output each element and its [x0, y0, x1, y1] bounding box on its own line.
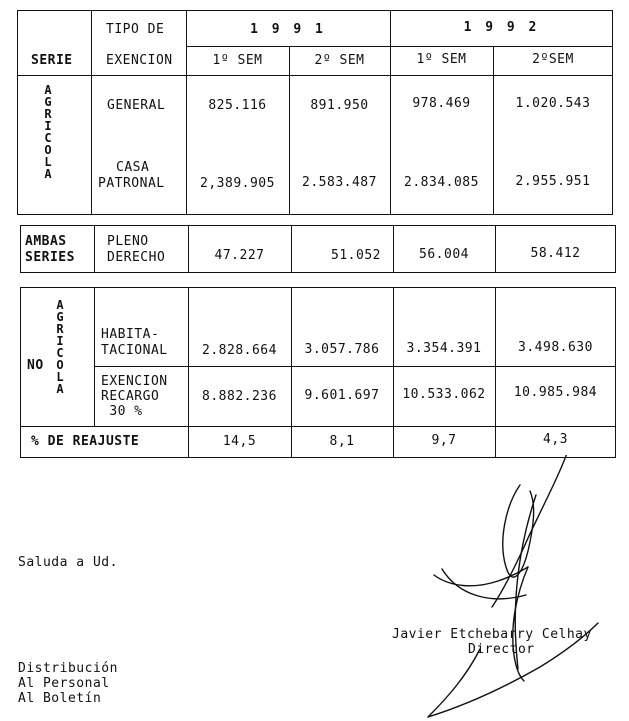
ambas-type-line1: PLENO — [107, 234, 149, 249]
signatory-title: Director — [468, 642, 535, 657]
reajuste-1991-sem1: 14,5 — [222, 434, 257, 449]
ambas-1992-sem2: 58.412 — [530, 246, 581, 261]
casa-patronal-1992-sem2: 2.955.951 — [515, 174, 591, 189]
general-1992-sem2: 1.020.543 — [515, 96, 591, 111]
general-1991-sem2: 891.950 — [310, 98, 369, 113]
ambas-1992-sem1: 56.004 — [419, 247, 469, 262]
no-agricola-label-no: NO — [27, 358, 44, 373]
header-1992-sem1: 1º SEM — [416, 52, 467, 67]
casa-patronal-1991-sem2: 2.583.487 — [302, 175, 377, 190]
header-1991-sem2: 2º SEM — [314, 53, 365, 68]
distribution-line1: Al Personal — [18, 676, 110, 691]
exencion-1991-sem1: 8.882.236 — [202, 389, 277, 404]
general-1991-sem1: 825.116 — [208, 98, 267, 113]
distribution-heading: Distribución — [18, 661, 118, 676]
habitacional-1992-sem2: 3.498.630 — [518, 340, 593, 355]
habitacional-type-line2: TACIONAL — [101, 343, 168, 358]
ambas-label-line2: SERIES — [25, 250, 75, 265]
casa-patronal-type-line2: PATRONAL — [98, 176, 165, 191]
ambas-1991-sem1: 47.227 — [214, 248, 265, 263]
exencion-type-line2: RECARGO — [101, 389, 160, 404]
closing-salutation: Saluda a Ud. — [18, 555, 118, 570]
casa-patronal-1991-sem1: 2,389.905 — [200, 176, 275, 191]
header-year-1991: 1 9 9 1 — [250, 22, 326, 37]
habitacional-1991-sem1: 2.828.664 — [202, 343, 277, 358]
exencion-1992-sem1: 10.533.062 — [402, 387, 486, 402]
habitacional-type-line1: HABITA- — [101, 327, 160, 342]
header-tipo-line1: TIPO DE — [106, 22, 165, 37]
habitacional-1992-sem1: 3.354.391 — [406, 341, 482, 356]
header-1991-sem1: 1º SEM — [212, 53, 263, 68]
distribution-line2: Al Boletín — [18, 691, 102, 706]
exencion-1991-sem2: 9.601.697 — [304, 388, 380, 403]
casa-patronal-type-line1: CASA — [116, 160, 150, 175]
signatory-name: Javier Etchebarry Celhay — [392, 627, 592, 642]
reajuste-label: % DE REAJUSTE — [31, 434, 140, 449]
no-agricola-label: AGRICOLA — [56, 298, 64, 396]
exencion-type-line3: 30 % — [101, 404, 143, 419]
header-year-1992: 1 9 9 2 — [463, 20, 540, 35]
exencion-type-line1: EXENCION — [101, 374, 168, 389]
header-serie: SERIE — [31, 53, 73, 68]
exencion-1992-sem2: 10.985.984 — [513, 385, 598, 400]
agricola-label: AGRICOLA — [44, 83, 52, 181]
casa-patronal-1992-sem1: 2.834.085 — [404, 175, 479, 190]
habitacional-1991-sem2: 3.057.786 — [304, 342, 380, 357]
general-1992-sem1: 978.469 — [412, 96, 471, 111]
reajuste-1992-sem1: 9,7 — [431, 433, 457, 448]
reajuste-1991-sem2: 8,1 — [329, 434, 355, 449]
handwritten-signature — [420, 455, 620, 721]
ambas-label-line1: AMBAS — [25, 234, 67, 249]
header-1992-sem2: 2ºSEM — [532, 52, 574, 67]
reajuste-1992-sem2: 4,3 — [543, 432, 568, 447]
header-tipo-line2: EXENCION — [106, 53, 173, 68]
ambas-type-line2: DERECHO — [107, 250, 166, 265]
ambas-1991-sem2: 51.052 — [331, 248, 381, 263]
general-type: GENERAL — [107, 98, 166, 113]
